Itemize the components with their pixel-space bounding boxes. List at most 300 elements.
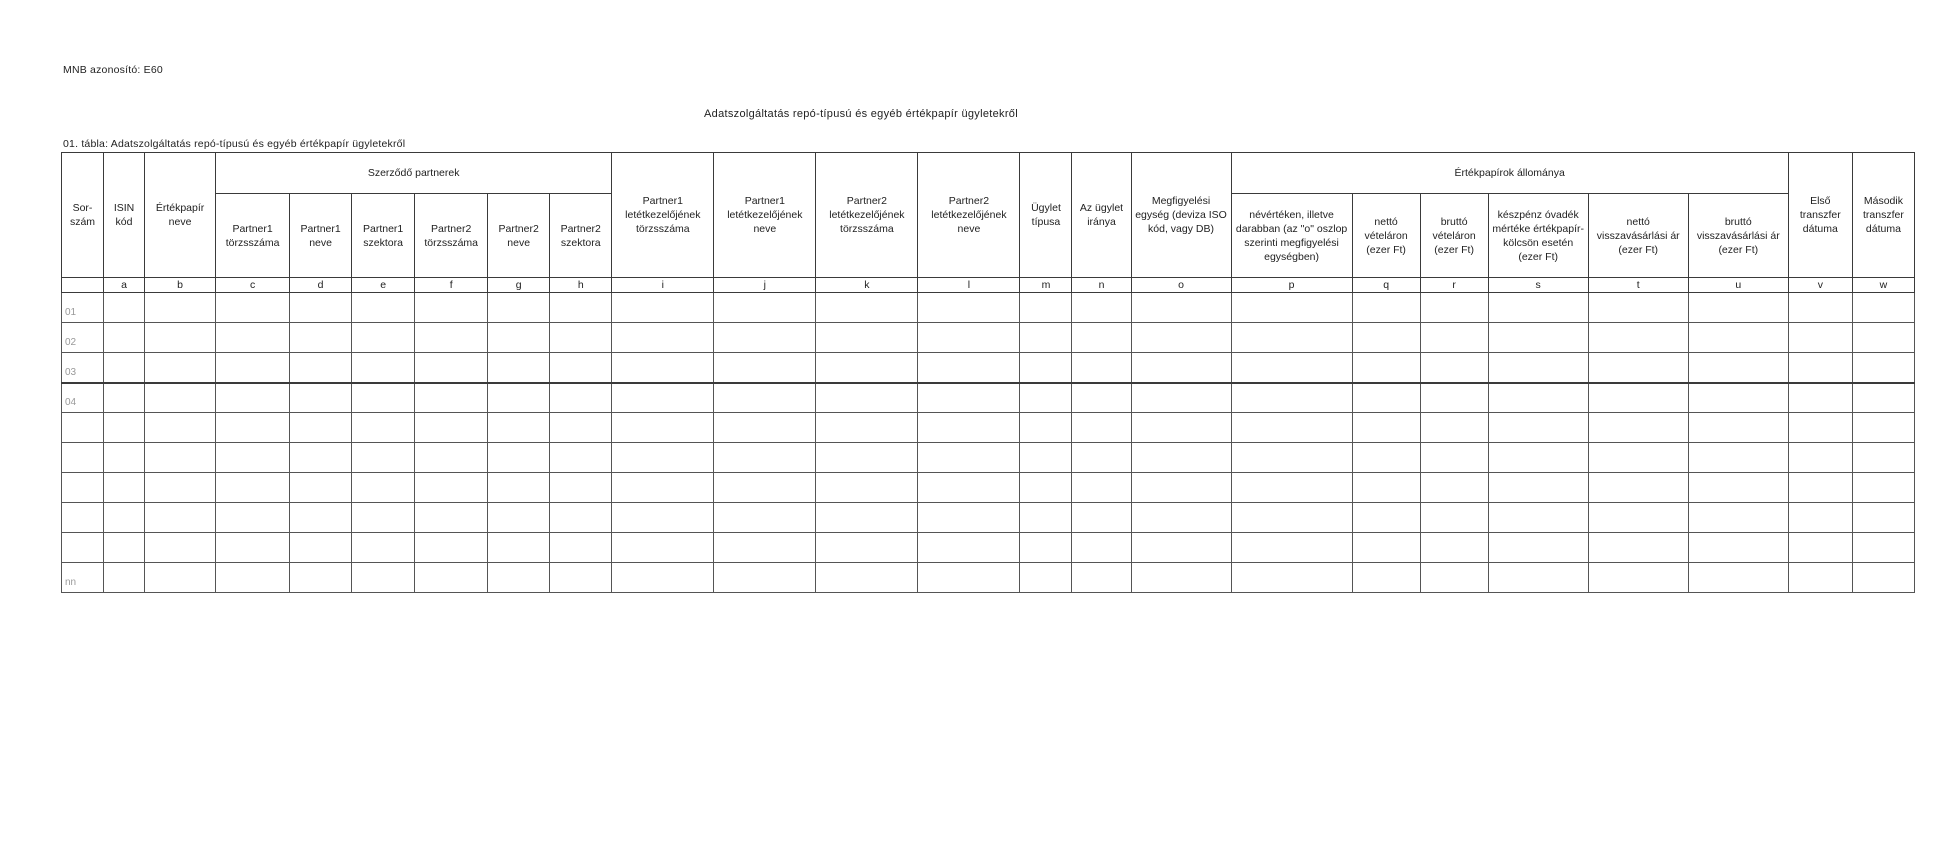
column-letter: v <box>1788 278 1852 293</box>
data-cell[interactable] <box>352 563 415 593</box>
data-cell[interactable] <box>816 443 918 473</box>
header-first-transfer-date: Első transzfer dátuma <box>1788 153 1852 278</box>
table-body <box>62 293 1915 593</box>
data-cell[interactable] <box>714 323 816 353</box>
data-cell[interactable] <box>216 533 290 563</box>
data-cell[interactable] <box>1852 323 1914 353</box>
data-cell[interactable] <box>104 443 145 473</box>
header-sorszam: Sor-szám <box>62 153 104 278</box>
data-cell[interactable] <box>1072 443 1131 473</box>
data-cell[interactable] <box>1131 323 1231 353</box>
data-cell[interactable] <box>1488 563 1588 593</box>
data-cell[interactable] <box>216 473 290 503</box>
data-cell[interactable] <box>1852 473 1914 503</box>
letter-cell-blank <box>62 278 104 293</box>
data-cell[interactable] <box>1788 533 1852 563</box>
data-cell[interactable] <box>1420 323 1488 353</box>
data-cell[interactable] <box>1352 443 1420 473</box>
data-cell[interactable] <box>918 503 1020 533</box>
data-cell[interactable] <box>216 563 290 593</box>
data-cell[interactable] <box>104 473 145 503</box>
data-cell[interactable] <box>550 353 612 383</box>
data-cell[interactable] <box>1588 353 1688 383</box>
data-cell[interactable] <box>612 473 714 503</box>
data-cell[interactable] <box>104 533 145 563</box>
header-partner1-name: Partner1 neve <box>290 194 352 278</box>
header-partner1-custodian-id: Partner1 letétkezelőjének törzsszáma <box>612 153 714 278</box>
data-cell[interactable] <box>918 473 1020 503</box>
data-cell[interactable] <box>1131 353 1231 383</box>
data-cell[interactable] <box>488 383 550 413</box>
data-cell[interactable] <box>1688 563 1788 593</box>
data-cell[interactable] <box>1788 413 1852 443</box>
table-row <box>62 473 1915 503</box>
data-cell[interactable] <box>415 353 488 383</box>
data-cell[interactable] <box>415 473 488 503</box>
data-cell[interactable] <box>1688 503 1788 533</box>
data-cell[interactable] <box>612 383 714 413</box>
data-cell[interactable] <box>550 293 612 323</box>
data-cell[interactable] <box>1852 293 1914 323</box>
table-row <box>62 413 1915 443</box>
column-letter: t <box>1588 278 1688 293</box>
header-isin: ISIN kód <box>104 153 145 278</box>
data-cell[interactable] <box>1072 353 1131 383</box>
data-cell[interactable] <box>1352 383 1420 413</box>
data-cell[interactable] <box>1231 533 1352 563</box>
data-cell[interactable] <box>714 413 816 443</box>
header-net-purchase-price: nettó vételáron (ezer Ft) <box>1352 194 1420 278</box>
data-cell[interactable] <box>1788 293 1852 323</box>
data-cell[interactable] <box>1588 533 1688 563</box>
table-row <box>62 293 1915 323</box>
data-cell[interactable] <box>1352 413 1420 443</box>
column-letter-row <box>62 278 1915 293</box>
data-cell[interactable] <box>1788 563 1852 593</box>
data-cell[interactable] <box>1488 413 1588 443</box>
data-cell[interactable] <box>290 383 352 413</box>
header-partner1-id: Partner1 törzsszáma <box>216 194 290 278</box>
data-cell[interactable] <box>714 443 816 473</box>
data-cell[interactable] <box>1131 563 1231 593</box>
data-cell[interactable] <box>816 533 918 563</box>
data-cell[interactable] <box>1420 443 1488 473</box>
data-cell[interactable] <box>488 473 550 503</box>
column-letter: s <box>1488 278 1588 293</box>
data-cell[interactable] <box>714 293 816 323</box>
data-cell[interactable] <box>145 293 216 323</box>
data-cell[interactable] <box>612 533 714 563</box>
data-cell[interactable] <box>1231 503 1352 533</box>
data-cell[interactable] <box>550 383 612 413</box>
data-cell[interactable] <box>1352 293 1420 323</box>
column-letter: u <box>1688 278 1788 293</box>
data-cell[interactable] <box>1072 323 1131 353</box>
data-cell[interactable] <box>290 443 352 473</box>
row-number: 03 <box>62 353 104 383</box>
data-cell[interactable] <box>104 383 145 413</box>
data-cell[interactable] <box>415 293 488 323</box>
data-cell[interactable] <box>352 533 415 563</box>
data-cell[interactable] <box>1072 293 1131 323</box>
row-number <box>62 473 104 503</box>
table-row <box>62 443 1915 473</box>
data-cell[interactable] <box>550 473 612 503</box>
data-cell[interactable] <box>1131 413 1231 443</box>
data-cell[interactable] <box>1231 293 1352 323</box>
data-cell[interactable] <box>1420 503 1488 533</box>
header-cash-collateral: készpénz óvadék mértéke értékpapír-kölcsön esetén (ezer Ft) <box>1488 194 1588 278</box>
data-cell[interactable] <box>918 353 1020 383</box>
data-cell[interactable] <box>290 503 352 533</box>
data-cell[interactable] <box>1020 533 1072 563</box>
header-partner2-sector: Partner2 szektora <box>550 194 612 278</box>
data-cell[interactable] <box>714 563 816 593</box>
data-cell[interactable] <box>1020 293 1072 323</box>
header-transaction-direction: Az ügylet iránya <box>1072 153 1131 278</box>
data-cell[interactable] <box>816 383 918 413</box>
data-cell[interactable] <box>1852 443 1914 473</box>
data-cell[interactable] <box>216 503 290 533</box>
data-cell[interactable] <box>1488 473 1588 503</box>
data-cell[interactable] <box>415 533 488 563</box>
data-cell[interactable] <box>550 533 612 563</box>
data-cell[interactable] <box>1688 473 1788 503</box>
data-cell[interactable] <box>488 323 550 353</box>
column-letter: e <box>352 278 415 293</box>
data-cell[interactable] <box>488 293 550 323</box>
data-cell[interactable] <box>1020 443 1072 473</box>
data-cell[interactable] <box>1488 503 1588 533</box>
data-cell[interactable] <box>1488 353 1588 383</box>
header-observation-unit: Megfigyelési egység (deviza ISO kód, vagy DB) <box>1131 153 1231 278</box>
data-cell[interactable] <box>352 443 415 473</box>
data-cell[interactable] <box>550 413 612 443</box>
data-cell[interactable] <box>488 353 550 383</box>
data-cell[interactable] <box>1420 533 1488 563</box>
header-ertekpapir-neve: Értékpapír neve <box>145 153 216 278</box>
data-cell[interactable] <box>1072 473 1131 503</box>
data-cell[interactable] <box>1420 563 1488 593</box>
data-cell[interactable] <box>1420 413 1488 443</box>
data-cell[interactable] <box>1688 323 1788 353</box>
data-cell[interactable] <box>1072 383 1131 413</box>
data-cell[interactable] <box>918 443 1020 473</box>
table-row <box>62 563 1915 593</box>
data-cell[interactable] <box>290 533 352 563</box>
data-cell[interactable] <box>1072 563 1131 593</box>
data-cell[interactable] <box>1020 323 1072 353</box>
data-cell[interactable] <box>352 293 415 323</box>
data-cell[interactable] <box>488 413 550 443</box>
data-cell[interactable] <box>488 563 550 593</box>
header-group-holdings: Értékpapírok állománya <box>1231 153 1788 194</box>
data-cell[interactable] <box>415 383 488 413</box>
row-number: nn <box>62 563 104 593</box>
data-cell[interactable] <box>918 323 1020 353</box>
data-cell[interactable] <box>1788 503 1852 533</box>
data-cell[interactable] <box>1788 473 1852 503</box>
header-transaction-type: Ügylet típusa <box>1020 153 1072 278</box>
data-cell[interactable] <box>1020 473 1072 503</box>
data-cell[interactable] <box>1231 563 1352 593</box>
data-cell[interactable] <box>1688 533 1788 563</box>
data-cell[interactable] <box>104 323 145 353</box>
data-cell[interactable] <box>145 413 216 443</box>
data-cell[interactable] <box>216 383 290 413</box>
data-cell[interactable] <box>816 323 918 353</box>
data-cell[interactable] <box>816 503 918 533</box>
data-cell[interactable] <box>145 563 216 593</box>
data-cell[interactable] <box>1231 323 1352 353</box>
data-cell[interactable] <box>1231 353 1352 383</box>
data-cell[interactable] <box>550 563 612 593</box>
column-letter: k <box>816 278 918 293</box>
column-letter: o <box>1131 278 1231 293</box>
data-cell[interactable] <box>145 503 216 533</box>
data-cell[interactable] <box>1352 563 1420 593</box>
data-cell[interactable] <box>1788 443 1852 473</box>
data-cell[interactable] <box>1852 383 1914 413</box>
data-cell[interactable] <box>216 443 290 473</box>
data-cell[interactable] <box>816 473 918 503</box>
column-letter: c <box>216 278 290 293</box>
data-cell[interactable] <box>145 323 216 353</box>
column-letter: b <box>145 278 216 293</box>
data-cell[interactable] <box>1688 353 1788 383</box>
data-cell[interactable] <box>352 473 415 503</box>
data-cell[interactable] <box>1688 293 1788 323</box>
data-cell[interactable] <box>1352 503 1420 533</box>
document-title: Adatszolgáltatás repó-típusú és egyéb értékpapír ügyletekről <box>704 108 1018 120</box>
data-cell[interactable] <box>145 353 216 383</box>
data-cell[interactable] <box>1020 413 1072 443</box>
data-cell[interactable] <box>1852 353 1914 383</box>
row-number: 04 <box>62 383 104 413</box>
column-letter: r <box>1420 278 1488 293</box>
header-partner1-custodian-name: Partner1 letétkezelőjének neve <box>714 153 816 278</box>
data-cell[interactable] <box>1020 383 1072 413</box>
data-cell[interactable] <box>1488 383 1588 413</box>
column-letter: w <box>1852 278 1914 293</box>
data-cell[interactable] <box>612 503 714 533</box>
header-partner2-id: Partner2 törzsszáma <box>415 194 488 278</box>
data-cell[interactable] <box>1072 503 1131 533</box>
column-letter: f <box>415 278 488 293</box>
data-cell[interactable] <box>1852 503 1914 533</box>
data-cell[interactable] <box>918 383 1020 413</box>
data-cell[interactable] <box>290 413 352 443</box>
data-cell[interactable] <box>352 503 415 533</box>
data-cell[interactable] <box>352 413 415 443</box>
data-cell[interactable] <box>1231 443 1352 473</box>
data-cell[interactable] <box>918 413 1020 443</box>
data-cell[interactable] <box>415 323 488 353</box>
header-group-partners: Szerződő partnerek <box>216 153 612 194</box>
data-cell[interactable] <box>918 293 1020 323</box>
header-partner2-name: Partner2 neve <box>488 194 550 278</box>
data-cell[interactable] <box>1588 503 1688 533</box>
data-cell[interactable] <box>1352 353 1420 383</box>
column-letter: p <box>1231 278 1352 293</box>
column-letter: m <box>1020 278 1072 293</box>
data-cell[interactable] <box>612 293 714 323</box>
table-row <box>62 533 1915 563</box>
table-caption: 01. tábla: Adatszolgáltatás repó-típusú és egyéb értékpapír ügyletekről <box>63 138 406 150</box>
data-cell[interactable] <box>145 533 216 563</box>
data-cell[interactable] <box>1688 413 1788 443</box>
data-cell[interactable] <box>1420 473 1488 503</box>
header-partner2-custodian-name: Partner2 letétkezelőjének neve <box>918 153 1020 278</box>
data-cell[interactable] <box>216 323 290 353</box>
data-cell[interactable] <box>1588 413 1688 443</box>
data-cell[interactable] <box>612 563 714 593</box>
column-letter: n <box>1072 278 1131 293</box>
data-cell[interactable] <box>1131 503 1231 533</box>
data-cell[interactable] <box>1852 413 1914 443</box>
data-cell[interactable] <box>1688 443 1788 473</box>
data-cell[interactable] <box>104 293 145 323</box>
data-cell[interactable] <box>1352 473 1420 503</box>
column-letter: l <box>918 278 1020 293</box>
row-number <box>62 413 104 443</box>
data-cell[interactable] <box>1420 353 1488 383</box>
data-cell[interactable] <box>1020 563 1072 593</box>
data-cell[interactable] <box>1352 323 1420 353</box>
data-cell[interactable] <box>216 353 290 383</box>
data-cell[interactable] <box>1788 323 1852 353</box>
data-cell[interactable] <box>1352 533 1420 563</box>
data-cell[interactable] <box>145 473 216 503</box>
data-cell[interactable] <box>816 413 918 443</box>
data-cell[interactable] <box>1488 293 1588 323</box>
data-cell[interactable] <box>1588 323 1688 353</box>
data-cell[interactable] <box>1231 383 1352 413</box>
data-cell[interactable] <box>550 443 612 473</box>
data-cell[interactable] <box>1788 353 1852 383</box>
data-cell[interactable] <box>1072 413 1131 443</box>
table-row <box>62 383 1915 413</box>
data-cell[interactable] <box>1131 533 1231 563</box>
data-cell[interactable] <box>1231 413 1352 443</box>
data-cell[interactable] <box>714 533 816 563</box>
column-letter: j <box>714 278 816 293</box>
data-cell[interactable] <box>918 563 1020 593</box>
data-cell[interactable] <box>1588 473 1688 503</box>
data-cell[interactable] <box>1131 293 1231 323</box>
data-cell[interactable] <box>1688 383 1788 413</box>
header-partner1-sector: Partner1 szektora <box>352 194 415 278</box>
data-cell[interactable] <box>415 413 488 443</box>
data-cell[interactable] <box>1588 293 1688 323</box>
data-cell[interactable] <box>1788 383 1852 413</box>
table-row <box>62 323 1915 353</box>
data-cell[interactable] <box>1488 323 1588 353</box>
column-letter: g <box>488 278 550 293</box>
data-cell[interactable] <box>612 443 714 473</box>
data-cell[interactable] <box>104 353 145 383</box>
data-cell[interactable] <box>488 503 550 533</box>
data-cell[interactable] <box>415 443 488 473</box>
data-cell[interactable] <box>1131 473 1231 503</box>
data-cell[interactable] <box>1231 473 1352 503</box>
data-cell[interactable] <box>104 563 145 593</box>
data-cell[interactable] <box>1072 533 1131 563</box>
data-cell[interactable] <box>1588 563 1688 593</box>
data-cell[interactable] <box>918 533 1020 563</box>
data-cell[interactable] <box>145 383 216 413</box>
data-cell[interactable] <box>714 473 816 503</box>
data-cell[interactable] <box>1020 353 1072 383</box>
data-cell[interactable] <box>1131 443 1231 473</box>
header-gross-repurchase-price: bruttó visszavásárlási ár (ezer Ft) <box>1688 194 1788 278</box>
data-cell[interactable] <box>415 563 488 593</box>
row-number <box>62 443 104 473</box>
header-second-transfer-date: Második transzfer dátuma <box>1852 153 1914 278</box>
data-cell[interactable] <box>216 413 290 443</box>
row-number: 01 <box>62 293 104 323</box>
data-cell[interactable] <box>612 323 714 353</box>
data-cell[interactable] <box>488 533 550 563</box>
data-cell[interactable] <box>290 323 352 353</box>
data-cell[interactable] <box>145 443 216 473</box>
data-cell[interactable] <box>714 353 816 383</box>
data-cell[interactable] <box>1588 443 1688 473</box>
data-cell[interactable] <box>290 293 352 323</box>
column-letter: a <box>104 278 145 293</box>
data-cell[interactable] <box>415 503 488 533</box>
data-cell[interactable] <box>104 413 145 443</box>
report-table <box>61 152 1915 593</box>
data-cell[interactable] <box>1588 383 1688 413</box>
data-cell[interactable] <box>550 503 612 533</box>
data-cell[interactable] <box>352 323 415 353</box>
data-cell[interactable] <box>1420 293 1488 323</box>
data-cell[interactable] <box>714 383 816 413</box>
data-cell[interactable] <box>290 353 352 383</box>
data-cell[interactable] <box>612 353 714 383</box>
data-cell[interactable] <box>1852 563 1914 593</box>
data-cell[interactable] <box>1020 503 1072 533</box>
data-cell[interactable] <box>1131 383 1231 413</box>
data-cell[interactable] <box>290 563 352 593</box>
data-cell[interactable] <box>104 503 145 533</box>
data-cell[interactable] <box>1420 383 1488 413</box>
row-number <box>62 503 104 533</box>
header-nominal-value: névértéken, illetve darabban (az "o" oszlop szerinti megfigyelési egységben) <box>1231 194 1352 278</box>
column-letter: d <box>290 278 352 293</box>
data-cell[interactable] <box>352 383 415 413</box>
data-cell[interactable] <box>352 353 415 383</box>
data-cell[interactable] <box>612 413 714 443</box>
data-cell[interactable] <box>714 503 816 533</box>
data-cell[interactable] <box>1488 533 1588 563</box>
table-row <box>62 353 1915 383</box>
column-letter: h <box>550 278 612 293</box>
data-cell[interactable] <box>816 293 918 323</box>
data-cell[interactable] <box>488 443 550 473</box>
data-cell[interactable] <box>816 563 918 593</box>
data-cell[interactable] <box>1852 533 1914 563</box>
data-cell[interactable] <box>550 323 612 353</box>
data-cell[interactable] <box>1488 443 1588 473</box>
data-cell[interactable] <box>816 353 918 383</box>
data-cell[interactable] <box>216 293 290 323</box>
mnb-identifier: MNB azonosító: E60 <box>63 64 163 76</box>
header-partner2-custodian-id: Partner2 letétkezelőjének törzsszáma <box>816 153 918 278</box>
column-letter: q <box>1352 278 1420 293</box>
data-cell[interactable] <box>290 473 352 503</box>
